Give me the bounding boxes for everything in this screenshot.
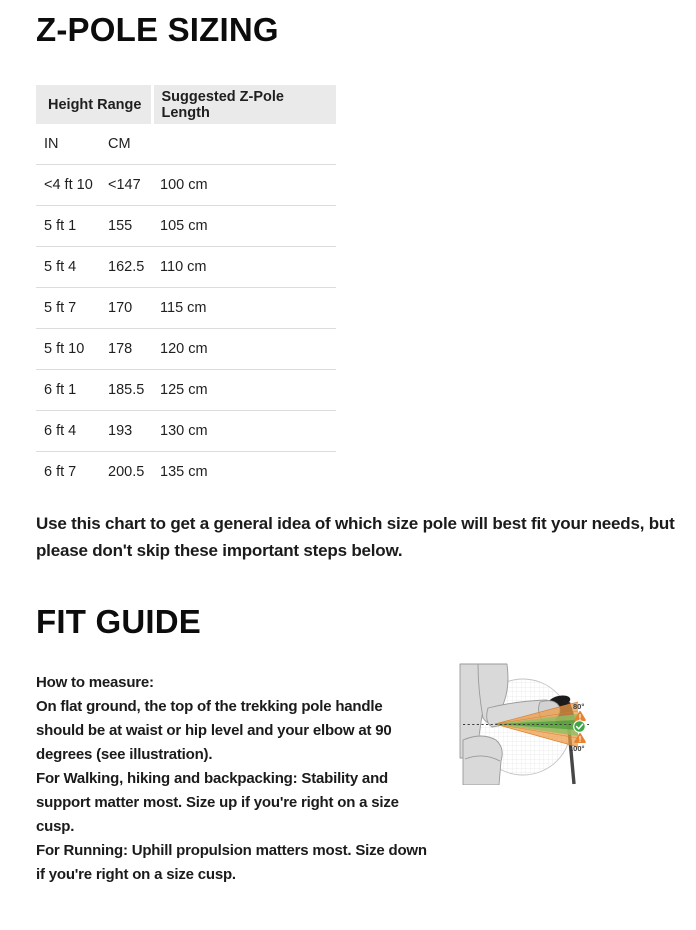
cell-pole-length: 100 cm (152, 165, 336, 206)
fit-illustration (458, 660, 648, 785)
cell-height-in: 6 ft 1 (36, 370, 100, 411)
cell-pole-length: 115 cm (152, 288, 336, 329)
fit-text-line: if you're right on a size cusp. (36, 866, 236, 883)
cell-height-cm: <147 (100, 165, 152, 206)
cell-pole-length: 125 cm (152, 370, 336, 411)
table-units-row (36, 124, 336, 165)
header-height-range: Height Range (36, 85, 152, 124)
fit-guide-text (36, 671, 456, 887)
cell-pole-length: 135 cm (152, 452, 336, 493)
cell-pole-length: 120 cm (152, 329, 336, 370)
table-row (36, 288, 336, 329)
cell-height-cm: 178 (100, 329, 152, 370)
cell-height-in: 5 ft 10 (36, 329, 100, 370)
unit-empty (152, 124, 336, 165)
cell-pole-length: 130 cm (152, 411, 336, 452)
table-row (36, 206, 336, 247)
cell-height-cm: 170 (100, 288, 152, 329)
fit-text-line: degrees (see illustration). (36, 746, 213, 763)
cell-height-cm: 193 (100, 411, 152, 452)
header-suggested-length: Suggested Z-Pole Length (152, 85, 336, 124)
cell-pole-length: 105 cm (152, 206, 336, 247)
table-row (36, 411, 336, 452)
cell-height-in: 5 ft 7 (36, 288, 100, 329)
table-row (36, 370, 336, 411)
fit-text-line: support matter most. Size up if you're right on a size (36, 794, 399, 811)
fit-text-line: How to measure: (36, 674, 154, 691)
cell-height-in: 6 ft 4 (36, 411, 100, 452)
cell-height-cm: 162.5 (100, 247, 152, 288)
angle-label-100: 100° (569, 744, 585, 753)
sizing-section-title: Z-POLE SIZING (36, 11, 279, 48)
cell-height-in: 6 ft 7 (36, 452, 100, 493)
unit-cm: CM (108, 136, 131, 152)
cell-height-cm: 155 (100, 206, 152, 247)
cell-height-in: <4 ft 10 (36, 165, 100, 206)
cell-height-cm: 200.5 (100, 452, 152, 493)
cell-height-in: 5 ft 4 (36, 247, 100, 288)
fit-text-line: cusp. (36, 818, 75, 835)
sizing-note (36, 510, 676, 564)
unit-in: IN (44, 136, 59, 152)
fit-text-line: should be at waist or hip level and your elbow at 90 (36, 722, 392, 739)
fit-guide-title: FIT GUIDE (36, 603, 201, 640)
angle-label-80: 80° (573, 702, 585, 711)
table-row (36, 247, 336, 288)
fit-text-line: For Running: Uphill propulsion matters most. Size down (36, 842, 427, 859)
check-icon (574, 721, 586, 733)
figure-leg (463, 736, 502, 785)
cell-height-in: 5 ft 1 (36, 206, 100, 247)
fit-text-line: For Walking, hiking and backpacking: Stability and (36, 770, 388, 787)
table-header-row (36, 85, 336, 124)
z-pole-sizing-table (36, 85, 336, 492)
fit-text-line: On flat ground, the top of the trekking pole handle (36, 698, 383, 715)
fit-illustration-svg (458, 660, 648, 785)
note-line: Use this chart to get a general idea of which size pole will best fit your needs, but (36, 514, 675, 533)
cell-height-cm: 185.5 (100, 370, 152, 411)
table-row (36, 329, 336, 370)
table-row (36, 165, 336, 206)
table-row (36, 452, 336, 493)
cell-pole-length: 110 cm (152, 247, 336, 288)
note-line: please don't skip these important steps below. (36, 541, 403, 560)
